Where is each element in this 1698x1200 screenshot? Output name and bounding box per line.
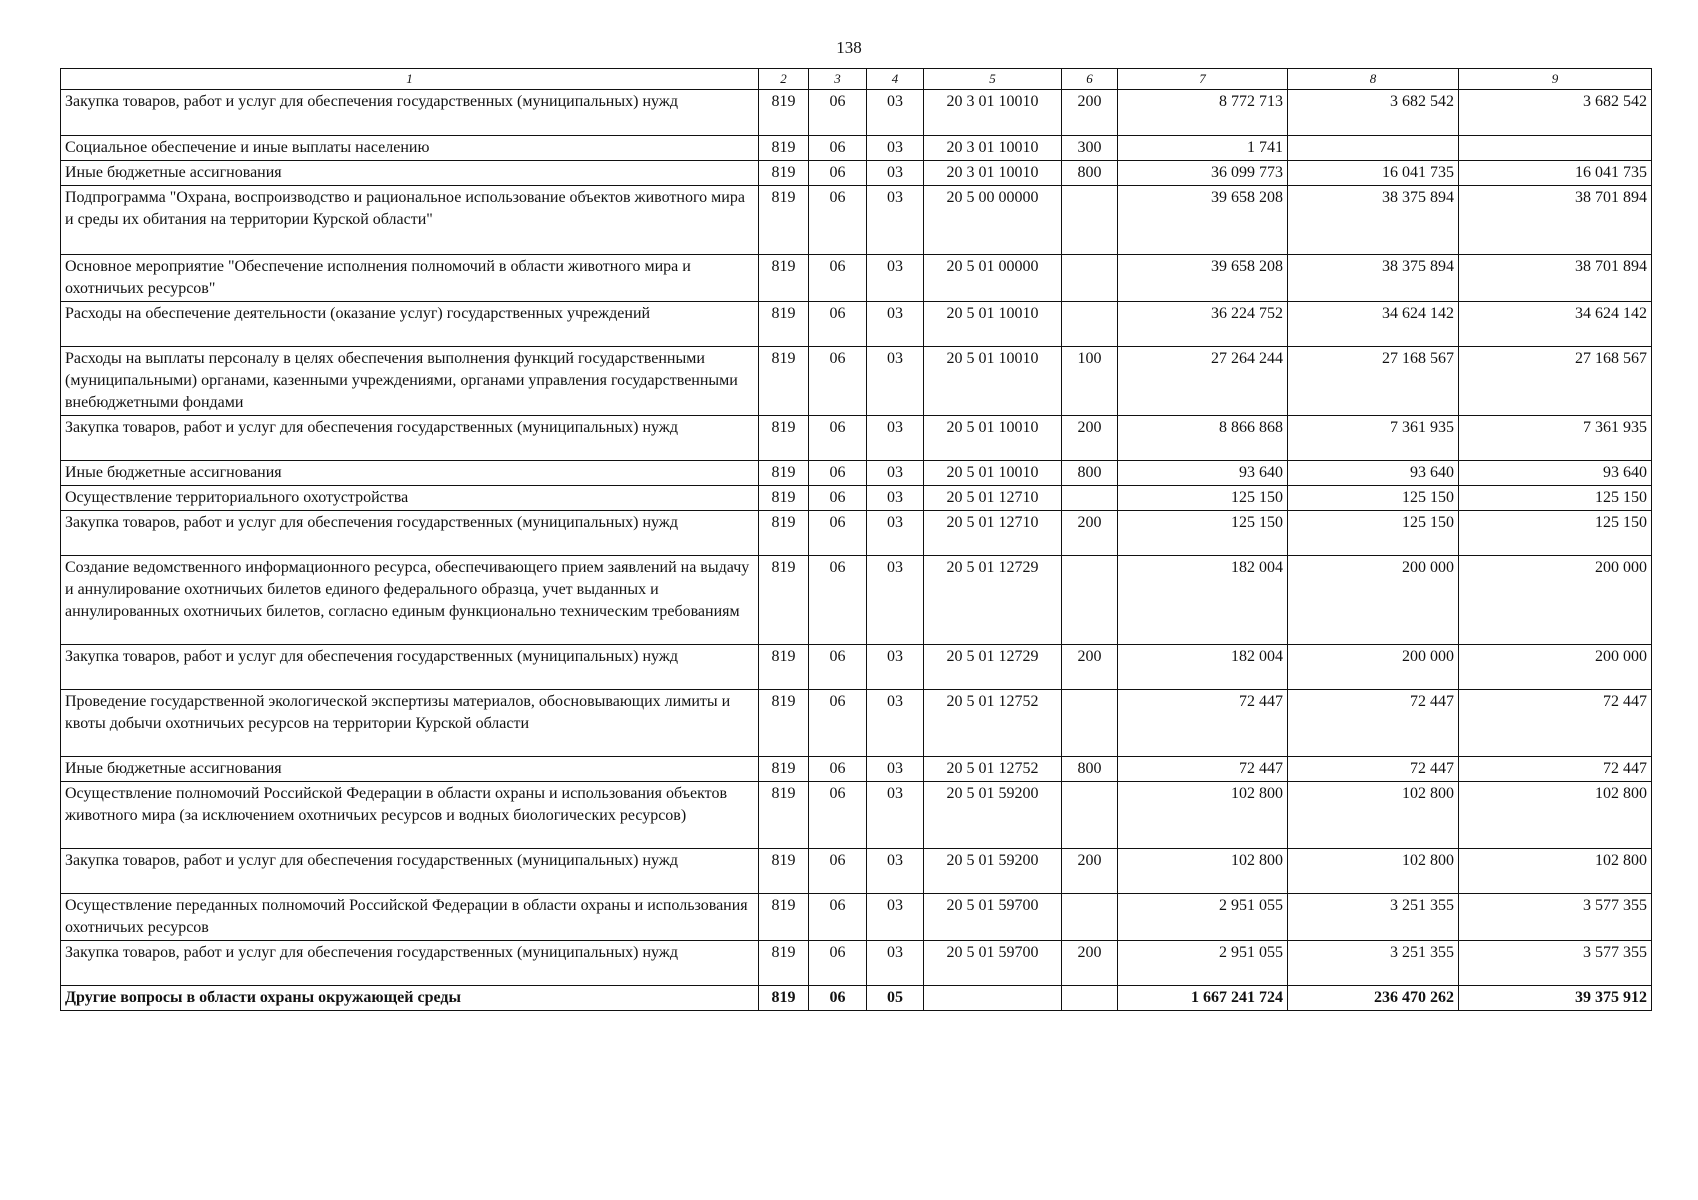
subsection-code-cell: 03 <box>867 90 924 136</box>
amount-col9-cell: 7 361 935 <box>1459 416 1652 461</box>
target-article-cell: 20 5 01 00000 <box>924 255 1062 302</box>
amount-col7-cell: 2 951 055 <box>1118 941 1288 986</box>
section-code-cell: 06 <box>809 161 867 186</box>
amount-col9-cell <box>1459 136 1652 161</box>
header-cell: 8 <box>1288 69 1459 90</box>
table-row <box>61 302 1652 347</box>
grbs-code-cell: 819 <box>759 645 809 690</box>
target-article-cell: 20 3 01 10010 <box>924 90 1062 136</box>
subsection-code-cell: 05 <box>867 986 924 1011</box>
subsection-code-cell: 03 <box>867 782 924 849</box>
subsection-code-cell: 03 <box>867 941 924 986</box>
target-article-cell: 20 5 01 12729 <box>924 556 1062 645</box>
section-code-cell: 06 <box>809 90 867 136</box>
amount-col9-cell: 102 800 <box>1459 849 1652 894</box>
subsection-code-cell: 03 <box>867 461 924 486</box>
subsection-code-cell: 03 <box>867 690 924 757</box>
subsection-code-cell: 03 <box>867 161 924 186</box>
amount-col7-cell: 182 004 <box>1118 645 1288 690</box>
page-number: 138 <box>836 38 862 57</box>
target-article-cell: 20 5 01 59200 <box>924 782 1062 849</box>
amount-col8-cell: 38 375 894 <box>1288 255 1459 302</box>
amount-col7-cell: 102 800 <box>1118 849 1288 894</box>
expense-type-cell: 200 <box>1062 645 1118 690</box>
amount-col8-cell: 93 640 <box>1288 461 1459 486</box>
header-cell: 7 <box>1118 69 1288 90</box>
subsection-code-cell: 03 <box>867 849 924 894</box>
grbs-code-cell: 819 <box>759 461 809 486</box>
grbs-code-cell: 819 <box>759 255 809 302</box>
expense-type-cell <box>1062 186 1118 255</box>
grbs-code-cell: 819 <box>759 986 809 1011</box>
table-row <box>61 690 1652 757</box>
row-name-cell: Расходы на выплаты персоналу в целях обеспечения выполнения функций государственными (муниципальными) органами, казенными учреждениями, органами управления государственными внебюджетными фондами <box>61 347 759 416</box>
subsection-code-cell: 03 <box>867 186 924 255</box>
section-code-cell: 06 <box>809 849 867 894</box>
table-row <box>61 347 1652 416</box>
header-row <box>61 69 1652 90</box>
subsection-code-cell: 03 <box>867 556 924 645</box>
header-cell: 1 <box>61 69 759 90</box>
section-code-cell: 06 <box>809 136 867 161</box>
table-row <box>61 461 1652 486</box>
section-code-cell: 06 <box>809 461 867 486</box>
expense-type-cell <box>1062 486 1118 511</box>
amount-col9-cell: 93 640 <box>1459 461 1652 486</box>
grbs-code-cell: 819 <box>759 690 809 757</box>
amount-col8-cell: 200 000 <box>1288 556 1459 645</box>
grbs-code-cell: 819 <box>759 161 809 186</box>
grbs-code-cell: 819 <box>759 136 809 161</box>
target-article-cell: 20 5 01 10010 <box>924 416 1062 461</box>
expense-type-cell: 100 <box>1062 347 1118 416</box>
amount-col8-cell: 125 150 <box>1288 511 1459 556</box>
row-name-cell: Проведение государственной экологической экспертизы материалов, обосновывающих лимиты и квоты добычи охотничьих ресурсов на территории Курской области <box>61 690 759 757</box>
expense-type-cell: 800 <box>1062 461 1118 486</box>
section-code-cell: 06 <box>809 486 867 511</box>
grbs-code-cell: 819 <box>759 782 809 849</box>
expense-type-cell: 300 <box>1062 136 1118 161</box>
subsection-code-cell: 03 <box>867 645 924 690</box>
amount-col7-cell: 2 951 055 <box>1118 894 1288 941</box>
table-row <box>61 136 1652 161</box>
row-name-cell: Закупка товаров, работ и услуг для обеспечения государственных (муниципальных) нужд <box>61 511 759 556</box>
expense-type-cell <box>1062 556 1118 645</box>
expense-type-cell: 200 <box>1062 849 1118 894</box>
grbs-code-cell: 819 <box>759 757 809 782</box>
expense-type-cell <box>1062 690 1118 757</box>
amount-col9-cell: 3 682 542 <box>1459 90 1652 136</box>
target-article-cell: 20 5 01 12752 <box>924 690 1062 757</box>
grbs-code-cell: 819 <box>759 556 809 645</box>
header-cell: 6 <box>1062 69 1118 90</box>
subsection-code-cell: 03 <box>867 486 924 511</box>
table-row <box>61 556 1652 645</box>
amount-col7-cell: 39 658 208 <box>1118 186 1288 255</box>
amount-col9-cell: 125 150 <box>1459 511 1652 556</box>
section-code-cell: 06 <box>809 255 867 302</box>
amount-col8-cell: 3 251 355 <box>1288 894 1459 941</box>
target-article-cell: 20 5 01 59700 <box>924 894 1062 941</box>
section-code-cell: 06 <box>809 757 867 782</box>
grbs-code-cell: 819 <box>759 90 809 136</box>
table-row <box>61 90 1652 136</box>
amount-col8-cell: 72 447 <box>1288 690 1459 757</box>
table-row <box>61 986 1652 1011</box>
amount-col8-cell: 200 000 <box>1288 645 1459 690</box>
header-cell: 5 <box>924 69 1062 90</box>
amount-col8-cell: 125 150 <box>1288 486 1459 511</box>
row-name-cell: Другие вопросы в области охраны окружающей среды <box>61 986 759 1011</box>
amount-col8-cell: 27 168 567 <box>1288 347 1459 416</box>
table-row <box>61 757 1652 782</box>
amount-col8-cell: 3 251 355 <box>1288 941 1459 986</box>
row-name-cell: Создание ведомственного информационного ресурса, обеспечивающего прием заявлений на выдачу и аннулирование охотничьих билетов единого федерального образца, учет выданных и аннулированных охотничьих билетов, согласно единым функционально техническим требованиям <box>61 556 759 645</box>
row-name-cell: Иные бюджетные ассигнования <box>61 461 759 486</box>
expense-type-cell: 800 <box>1062 161 1118 186</box>
target-article-cell: 20 5 01 12710 <box>924 511 1062 556</box>
amount-col7-cell: 8 772 713 <box>1118 90 1288 136</box>
budget-table <box>60 68 1652 1011</box>
amount-col8-cell: 38 375 894 <box>1288 186 1459 255</box>
row-name-cell: Закупка товаров, работ и услуг для обеспечения государственных (муниципальных) нужд <box>61 941 759 986</box>
target-article-cell: 20 3 01 10010 <box>924 136 1062 161</box>
expense-type-cell: 200 <box>1062 416 1118 461</box>
row-name-cell: Закупка товаров, работ и услуг для обеспечения государственных (муниципальных) нужд <box>61 416 759 461</box>
target-article-cell: 20 5 01 12752 <box>924 757 1062 782</box>
table-row <box>61 849 1652 894</box>
amount-col9-cell: 102 800 <box>1459 782 1652 849</box>
amount-col9-cell: 39 375 912 <box>1459 986 1652 1011</box>
subsection-code-cell: 03 <box>867 757 924 782</box>
target-article-cell: 20 5 00 00000 <box>924 186 1062 255</box>
section-code-cell: 06 <box>809 186 867 255</box>
target-article-cell: 20 5 01 10010 <box>924 461 1062 486</box>
header-cell: 9 <box>1459 69 1652 90</box>
amount-col9-cell: 200 000 <box>1459 556 1652 645</box>
table-row <box>61 894 1652 941</box>
header-cell: 3 <box>809 69 867 90</box>
expense-type-cell <box>1062 302 1118 347</box>
amount-col9-cell: 27 168 567 <box>1459 347 1652 416</box>
row-name-cell: Расходы на обеспечение деятельности (оказание услуг) государственных учреждений <box>61 302 759 347</box>
section-code-cell: 06 <box>809 511 867 556</box>
row-name-cell: Иные бюджетные ассигнования <box>61 161 759 186</box>
grbs-code-cell: 819 <box>759 416 809 461</box>
amount-col7-cell: 125 150 <box>1118 511 1288 556</box>
grbs-code-cell: 819 <box>759 486 809 511</box>
amount-col9-cell: 72 447 <box>1459 757 1652 782</box>
amount-col8-cell: 102 800 <box>1288 849 1459 894</box>
row-name-cell: Иные бюджетные ассигнования <box>61 757 759 782</box>
grbs-code-cell: 819 <box>759 849 809 894</box>
amount-col9-cell: 3 577 355 <box>1459 894 1652 941</box>
section-code-cell: 06 <box>809 645 867 690</box>
grbs-code-cell: 819 <box>759 302 809 347</box>
amount-col9-cell: 38 701 894 <box>1459 255 1652 302</box>
amount-col7-cell: 72 447 <box>1118 757 1288 782</box>
row-name-cell: Подпрограмма "Охрана, воспроизводство и рациональное использование объектов животного мира и среды их обитания на территории Курской области" <box>61 186 759 255</box>
table-row <box>61 161 1652 186</box>
amount-col9-cell: 34 624 142 <box>1459 302 1652 347</box>
expense-type-cell <box>1062 255 1118 302</box>
section-code-cell: 06 <box>809 941 867 986</box>
amount-col8-cell: 3 682 542 <box>1288 90 1459 136</box>
target-article-cell: 20 5 01 12710 <box>924 486 1062 511</box>
amount-col9-cell: 72 447 <box>1459 690 1652 757</box>
table-row <box>61 186 1652 255</box>
section-code-cell: 06 <box>809 416 867 461</box>
expense-type-cell: 200 <box>1062 941 1118 986</box>
amount-col7-cell: 1 667 241 724 <box>1118 986 1288 1011</box>
expense-type-cell <box>1062 986 1118 1011</box>
amount-col7-cell: 72 447 <box>1118 690 1288 757</box>
row-name-cell: Осуществление территориального охотустройства <box>61 486 759 511</box>
row-name-cell: Социальное обеспечение и иные выплаты населению <box>61 136 759 161</box>
row-name-cell: Осуществление переданных полномочий Российской Федерации в области охраны и использования охотничьих ресурсов <box>61 894 759 941</box>
section-code-cell: 06 <box>809 556 867 645</box>
expense-type-cell <box>1062 894 1118 941</box>
section-code-cell: 06 <box>809 986 867 1011</box>
table-row <box>61 486 1652 511</box>
subsection-code-cell: 03 <box>867 894 924 941</box>
section-code-cell: 06 <box>809 302 867 347</box>
amount-col7-cell: 102 800 <box>1118 782 1288 849</box>
grbs-code-cell: 819 <box>759 511 809 556</box>
target-article-cell: 20 5 01 59700 <box>924 941 1062 986</box>
table-row <box>61 416 1652 461</box>
target-article-cell <box>924 986 1062 1011</box>
table-row <box>61 941 1652 986</box>
table-row <box>61 645 1652 690</box>
amount-col7-cell: 1 741 <box>1118 136 1288 161</box>
table-row <box>61 255 1652 302</box>
amount-col7-cell: 182 004 <box>1118 556 1288 645</box>
section-code-cell: 06 <box>809 690 867 757</box>
row-name-cell: Закупка товаров, работ и услуг для обеспечения государственных (муниципальных) нужд <box>61 849 759 894</box>
target-article-cell: 20 5 01 10010 <box>924 302 1062 347</box>
subsection-code-cell: 03 <box>867 347 924 416</box>
amount-col9-cell: 3 577 355 <box>1459 941 1652 986</box>
target-article-cell: 20 5 01 59200 <box>924 849 1062 894</box>
subsection-code-cell: 03 <box>867 511 924 556</box>
subsection-code-cell: 03 <box>867 136 924 161</box>
amount-col7-cell: 36 099 773 <box>1118 161 1288 186</box>
expense-type-cell: 200 <box>1062 511 1118 556</box>
amount-col8-cell: 16 041 735 <box>1288 161 1459 186</box>
section-code-cell: 06 <box>809 782 867 849</box>
amount-col8-cell: 72 447 <box>1288 757 1459 782</box>
target-article-cell: 20 5 01 12729 <box>924 645 1062 690</box>
row-name-cell: Закупка товаров, работ и услуг для обеспечения государственных (муниципальных) нужд <box>61 645 759 690</box>
amount-col7-cell: 39 658 208 <box>1118 255 1288 302</box>
expense-type-cell: 800 <box>1062 757 1118 782</box>
section-code-cell: 06 <box>809 894 867 941</box>
amount-col7-cell: 125 150 <box>1118 486 1288 511</box>
amount-col8-cell <box>1288 136 1459 161</box>
subsection-code-cell: 03 <box>867 255 924 302</box>
header-cell: 2 <box>759 69 809 90</box>
table-row <box>61 511 1652 556</box>
subsection-code-cell: 03 <box>867 416 924 461</box>
row-name-cell: Закупка товаров, работ и услуг для обеспечения государственных (муниципальных) нужд <box>61 90 759 136</box>
target-article-cell: 20 5 01 10010 <box>924 347 1062 416</box>
amount-col8-cell: 7 361 935 <box>1288 416 1459 461</box>
grbs-code-cell: 819 <box>759 347 809 416</box>
row-name-cell: Основное мероприятие "Обеспечение исполнения полномочий в области животного мира и охотничьих ресурсов" <box>61 255 759 302</box>
amount-col8-cell: 34 624 142 <box>1288 302 1459 347</box>
amount-col7-cell: 27 264 244 <box>1118 347 1288 416</box>
amount-col7-cell: 8 866 868 <box>1118 416 1288 461</box>
amount-col7-cell: 36 224 752 <box>1118 302 1288 347</box>
grbs-code-cell: 819 <box>759 186 809 255</box>
amount-col8-cell: 102 800 <box>1288 782 1459 849</box>
amount-col9-cell: 16 041 735 <box>1459 161 1652 186</box>
subsection-code-cell: 03 <box>867 302 924 347</box>
amount-col8-cell: 236 470 262 <box>1288 986 1459 1011</box>
row-name-cell: Осуществление полномочий Российской Федерации в области охраны и использования объектов животного мира (за исключением охотничьих ресурсов и водных биологических ресурсов) <box>61 782 759 849</box>
amount-col9-cell: 38 701 894 <box>1459 186 1652 255</box>
amount-col7-cell: 93 640 <box>1118 461 1288 486</box>
amount-col9-cell: 200 000 <box>1459 645 1652 690</box>
table-row <box>61 782 1652 849</box>
expense-type-cell: 200 <box>1062 90 1118 136</box>
expense-type-cell <box>1062 782 1118 849</box>
target-article-cell: 20 3 01 10010 <box>924 161 1062 186</box>
section-code-cell: 06 <box>809 347 867 416</box>
grbs-code-cell: 819 <box>759 941 809 986</box>
amount-col9-cell: 125 150 <box>1459 486 1652 511</box>
header-cell: 4 <box>867 69 924 90</box>
grbs-code-cell: 819 <box>759 894 809 941</box>
